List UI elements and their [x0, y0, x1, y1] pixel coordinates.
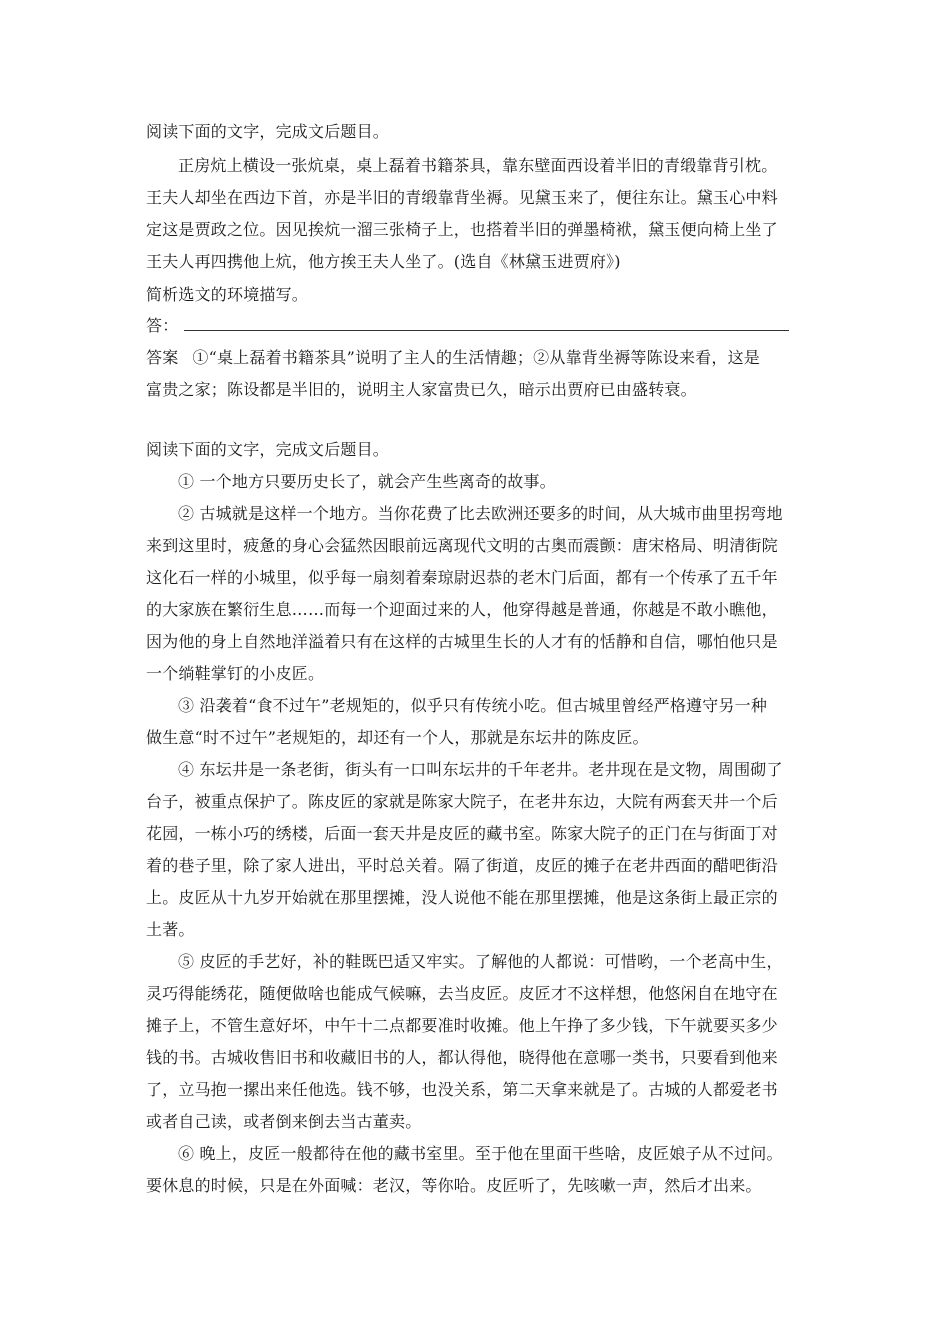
paragraph-4-line: 上。皮匠从十九岁开始就在那里摆摊，没人说他不能在那里摆摊，他是这条街上最正宗的 [146, 888, 778, 907]
paragraph-5-line: 摊子上，不管生意好坏，中午十二点都要准时收摊。他上午挣了多少钱，下午就要买多少 [146, 1016, 778, 1035]
paragraph-5-line: ⑤ 皮匠的手艺好，补的鞋既巴适又牢实。了解他的人都说：可惜哟，一个老高中生， [178, 952, 783, 971]
section1-question: 简析选文的环境描写。 [146, 285, 309, 304]
paragraph-1-line: ① 一个地方只要历史长了，就会产生些离奇的故事。 [178, 472, 556, 491]
paragraph-6-line: 要休息的时候，只是在外面喊：老汉，等你哈。皮匠听了，先咳嗽一声，然后才出来。 [146, 1176, 762, 1195]
paragraph-2-line: 这化石一样的小城里，似乎每一扇刻着秦琼尉迟恭的老木门后面，都有一个传承了五千年 [146, 568, 778, 587]
section1-passage-line: 正房炕上横设一张炕桌，桌上磊着书籍茶具，靠东壁面西设着半旧的青缎靠背引枕。 [178, 156, 778, 175]
paragraph-5-line: 灵巧得能绣花，随便做啥也能成气候嘛，去当皮匠。皮匠才不这样想，他悠闲自在地守在 [146, 984, 778, 1003]
paragraph-2-line: 来到这里时，疲惫的身心会猛然因眼前远离现代文明的古奥而震颤：唐宋格局、明清街院 [146, 536, 778, 555]
paragraph-5-line: 了，立马抱一摞出来任他选。钱不够，也没关系，第二天拿来就是了。古城的人都爱老书 [146, 1080, 778, 1099]
section1-heading: 阅读下面的文字，完成文后题目。 [146, 122, 390, 141]
paragraph-2-line: 因为他的身上自然地洋溢着只有在这样的古城里生长的人才有的恬静和自信，哪怕他只是 [146, 632, 778, 651]
paragraph-3-line: 做生意“时不过午”老规矩的，却还有一个人，那就是东坛井的陈皮匠。 [146, 728, 649, 747]
answer-line: 富贵之家；陈设都是半旧的，说明主人家富贵已久，暗示出贾府已由盛转衰。 [146, 380, 697, 399]
paragraph-2-line: ② 古城就是这样一个地方。当你花费了比去欧洲还要多的时间，从大城市曲里拐弯地 [178, 504, 783, 523]
section2-heading: 阅读下面的文字，完成文后题目。 [146, 440, 390, 459]
paragraph-5-line: 钱的书。古城收售旧书和收藏旧书的人，都认得他，晓得他在意哪一类书，只要看到他来 [146, 1048, 778, 1067]
paragraph-4-line: 土著。 [146, 920, 195, 939]
paragraph-3-line: ③ 沿袭着“食不过午”老规矩的，似乎只有传统小吃。但古城里曾经严格遵守另一种 [178, 696, 768, 715]
paragraph-4-line: ④ 东坛井是一条老街，街头有一口叫东坛井的千年老井。老井现在是文物，周围砌了 [178, 760, 783, 779]
paragraph-4-line: 着的巷子里，除了家人进出，平时总关着。隔了街道，皮匠的摊子在老井西面的醋吧街沿 [146, 856, 778, 875]
answer-label: 答案 [146, 348, 179, 367]
paragraph-5-line: 或者自己读，或者倒来倒去当古董卖。 [146, 1112, 422, 1131]
paragraph-2-line: 的大家族在繁衍生息……而每一个迎面过来的人，他穿得越是普通，你越是不敢小瞧他， [146, 600, 778, 619]
answer-line [146, 348, 816, 368]
section1-passage-line: 王夫人再四携他上炕，他方挨王夫人坐了。(选自《林黛玉进贾府》) [146, 252, 621, 271]
section1-passage-line: 王夫人却坐在西边下首，亦是半旧的青缎靠背坐褥。见黛玉来了，便往东让。黛玉心中料 [146, 188, 778, 207]
answer-prompt: 答： [146, 316, 179, 335]
answer-prompt-row [146, 316, 816, 336]
answer-blank-line [184, 318, 789, 331]
paragraph-4-line: 台子，被重点保护了。陈皮匠的家就是陈家大院子，在老井东边，大院有两套天井一个后 [146, 792, 778, 811]
answer-text: ①“桌上磊着书籍茶具”说明了主人的生活情趣；②从靠背坐褥等陈设来看，这是 [192, 348, 760, 367]
section1-passage-line: 定这是贾政之位。因见挨炕一溜三张椅子上，也搭着半旧的弹墨椅袱，黛玉便向椅上坐了 [146, 220, 778, 239]
paragraph-4-line: 花园，一栋小巧的绣楼，后面一套天井是皮匠的藏书室。陈家大院子的正门在与街面丁对 [146, 824, 778, 843]
paragraph-2-line: 一个绱鞋掌钉的小皮匠。 [146, 664, 325, 683]
paragraph-6-line: ⑥ 晚上，皮匠一般都待在他的藏书室里。至于他在里面干些啥，皮匠娘子从不过问。 [178, 1144, 783, 1163]
